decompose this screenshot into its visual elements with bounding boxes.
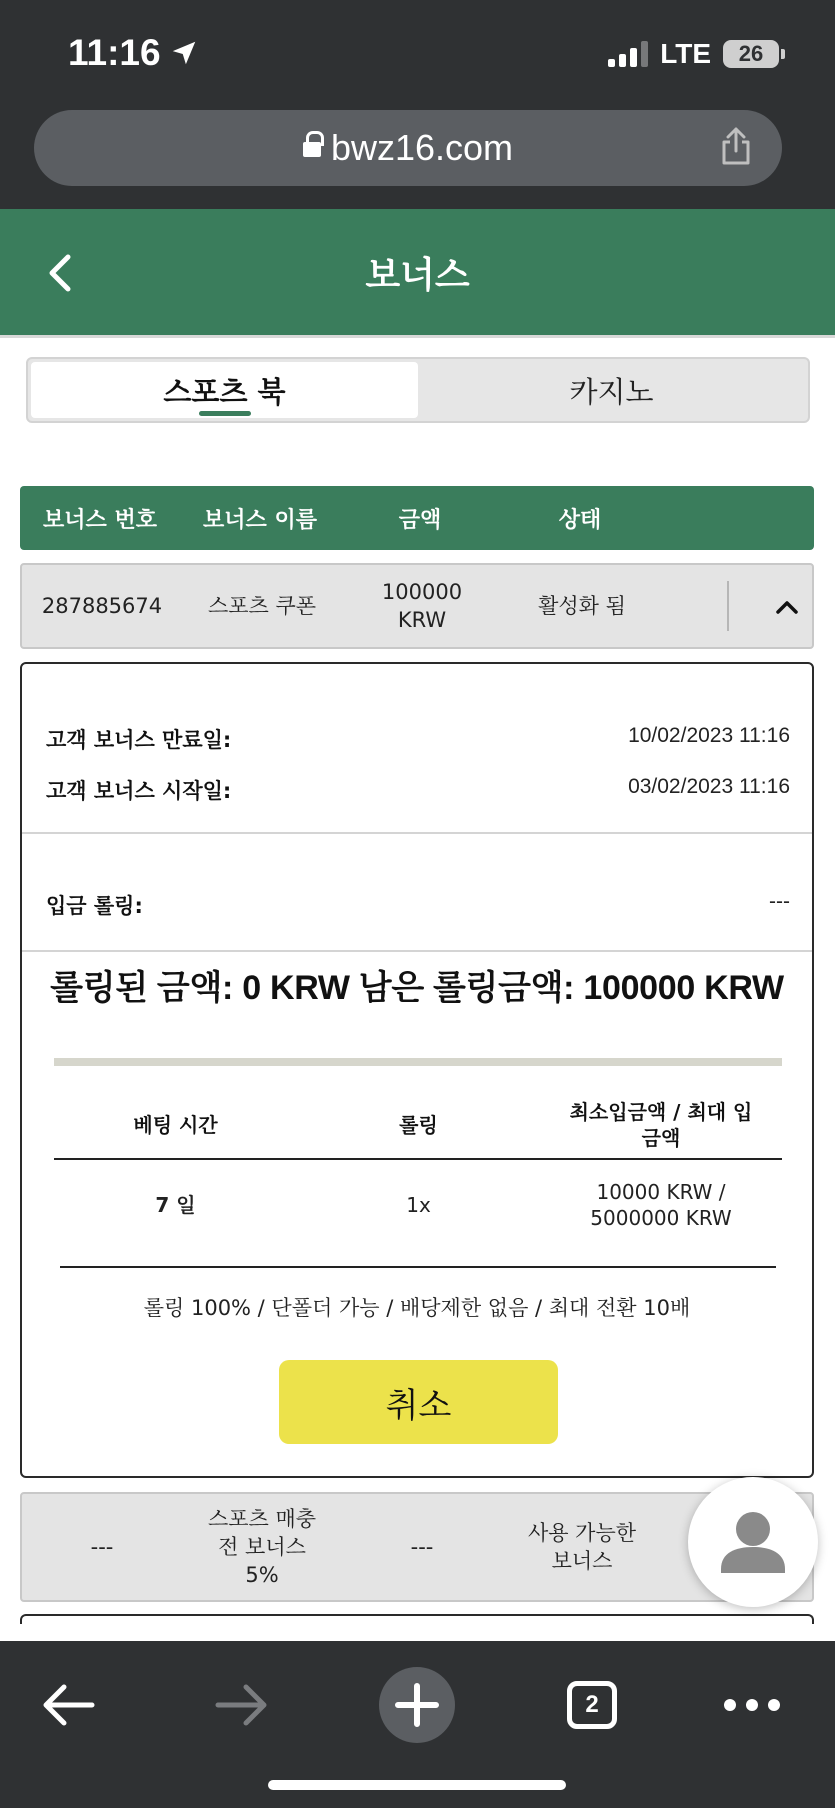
bonus-name-line1: 스포츠 매충 bbox=[207, 1507, 317, 1531]
support-avatar-button[interactable] bbox=[688, 1477, 818, 1607]
section-divider bbox=[22, 832, 812, 834]
bonus-status: 활성화 됨 bbox=[538, 594, 626, 618]
table-row[interactable] bbox=[20, 563, 814, 649]
bonus-detail-card bbox=[20, 662, 814, 1478]
more-icon bbox=[721, 1695, 783, 1715]
expiry-value: 10/02/2023 11:16 bbox=[628, 724, 790, 747]
bonus-name-line2: 전 보너스 bbox=[218, 1535, 306, 1559]
bonus-number: 287885674 bbox=[41, 594, 163, 618]
app-header bbox=[0, 209, 835, 335]
terms-divider bbox=[60, 1266, 776, 1268]
start-value: 03/02/2023 11:16 bbox=[628, 775, 790, 798]
section-divider bbox=[22, 950, 812, 952]
max-deposit-value: 5000000 KRW bbox=[590, 1206, 732, 1230]
more-menu-button[interactable] bbox=[712, 1665, 792, 1745]
deposit-rolling-value: --- bbox=[769, 890, 790, 913]
lock-icon bbox=[303, 140, 321, 162]
address-bar[interactable] bbox=[34, 110, 782, 186]
status-time bbox=[68, 32, 199, 74]
bonus-terms: 롤링 100% / 단폴더 가능 / 배당제한 없음 / 최대 전환 10배 bbox=[143, 1296, 691, 1320]
header-rolling: 롤링 bbox=[399, 1113, 438, 1137]
conditions-header bbox=[54, 1092, 782, 1160]
browser-forward-button[interactable] bbox=[202, 1665, 282, 1745]
conditions-row bbox=[54, 1162, 782, 1248]
status-bar bbox=[0, 0, 835, 100]
bonus-name-line3: 5% bbox=[245, 1563, 279, 1587]
status-time-text: 11:16 bbox=[68, 32, 161, 73]
bonus-status-line1: 사용 가능한 bbox=[527, 1521, 637, 1545]
start-label: 고객 보너스 시작일: bbox=[46, 779, 232, 803]
new-tab-circle bbox=[379, 1667, 455, 1743]
expiry-label: 고객 보너스 만료일: bbox=[46, 728, 232, 752]
bonus-table-header bbox=[20, 486, 814, 550]
header-status: 상태 bbox=[558, 507, 602, 533]
location-arrow-icon bbox=[169, 38, 199, 68]
rolling-progress-bar bbox=[54, 1058, 782, 1066]
bonus-amount bbox=[342, 565, 502, 647]
plus-icon bbox=[393, 1681, 441, 1729]
forward-icon bbox=[212, 1680, 272, 1730]
home-indicator bbox=[268, 1780, 566, 1790]
header-min-max-line1: 최소입금액 / 최대 입 bbox=[569, 1100, 753, 1124]
bonus-status-line2: 보너스 bbox=[551, 1549, 613, 1573]
min-deposit-value: 10000 KRW / bbox=[596, 1180, 726, 1204]
bonus-tabs bbox=[26, 357, 810, 423]
bonus-amount: --- bbox=[410, 1535, 434, 1559]
min-max-deposit-value bbox=[540, 1162, 782, 1248]
header-betting-time: 베팅 시간 bbox=[133, 1113, 218, 1137]
deposit-rolling-label: 입금 롤링: bbox=[46, 894, 143, 918]
tabs-icon: 2 bbox=[567, 1681, 617, 1729]
battery-icon: 26 bbox=[723, 40, 779, 68]
browser-back-button[interactable] bbox=[28, 1665, 108, 1745]
header-bonus-number: 보너스 번호 bbox=[43, 507, 157, 533]
betting-time-value: 7 일 bbox=[155, 1193, 196, 1217]
share-icon[interactable] bbox=[718, 126, 754, 166]
url-text: bwz16.com bbox=[330, 127, 514, 168]
tab-sportsbook[interactable]: 스포츠 북 bbox=[31, 362, 418, 418]
header-divider bbox=[0, 335, 835, 338]
status-indicators bbox=[608, 38, 779, 70]
next-card-edge bbox=[20, 1614, 814, 1624]
bonus-amount-currency: KRW bbox=[397, 608, 447, 632]
bonus-status bbox=[502, 1494, 662, 1600]
bonus-amount-value: 100000 bbox=[381, 580, 463, 604]
cancel-bonus-button[interactable]: 취소 bbox=[279, 1360, 558, 1444]
tabs-button[interactable] bbox=[552, 1665, 632, 1745]
rolling-summary: 롤링된 금액: 0 KRW 남은 롤링금액: 100000 KRW bbox=[50, 969, 784, 1007]
signal-icon bbox=[608, 41, 648, 67]
user-avatar-icon bbox=[688, 1477, 818, 1607]
bonus-number: --- bbox=[90, 1535, 114, 1559]
back-icon bbox=[38, 1680, 98, 1730]
chevron-up-icon[interactable] bbox=[767, 587, 807, 627]
row-divider bbox=[727, 581, 729, 631]
header-min-max-deposit bbox=[540, 1092, 782, 1158]
header-bonus-name: 보너스 이름 bbox=[203, 507, 317, 533]
bonus-name: 스포츠 쿠폰 bbox=[207, 594, 317, 618]
network-type: LTE bbox=[660, 38, 711, 69]
bonus-name bbox=[182, 1494, 342, 1600]
tab-casino[interactable]: 카지노 bbox=[569, 374, 654, 409]
header-amount: 금액 bbox=[398, 507, 442, 533]
browser-url-area bbox=[0, 100, 835, 209]
back-arrow-icon[interactable] bbox=[40, 249, 80, 297]
page-title: 보너스 bbox=[365, 254, 470, 296]
browser-toolbar bbox=[0, 1641, 835, 1808]
header-min-max-line2: 금액 bbox=[641, 1126, 681, 1150]
rolling-value: 1x bbox=[406, 1193, 431, 1217]
new-tab-button[interactable] bbox=[377, 1665, 457, 1745]
